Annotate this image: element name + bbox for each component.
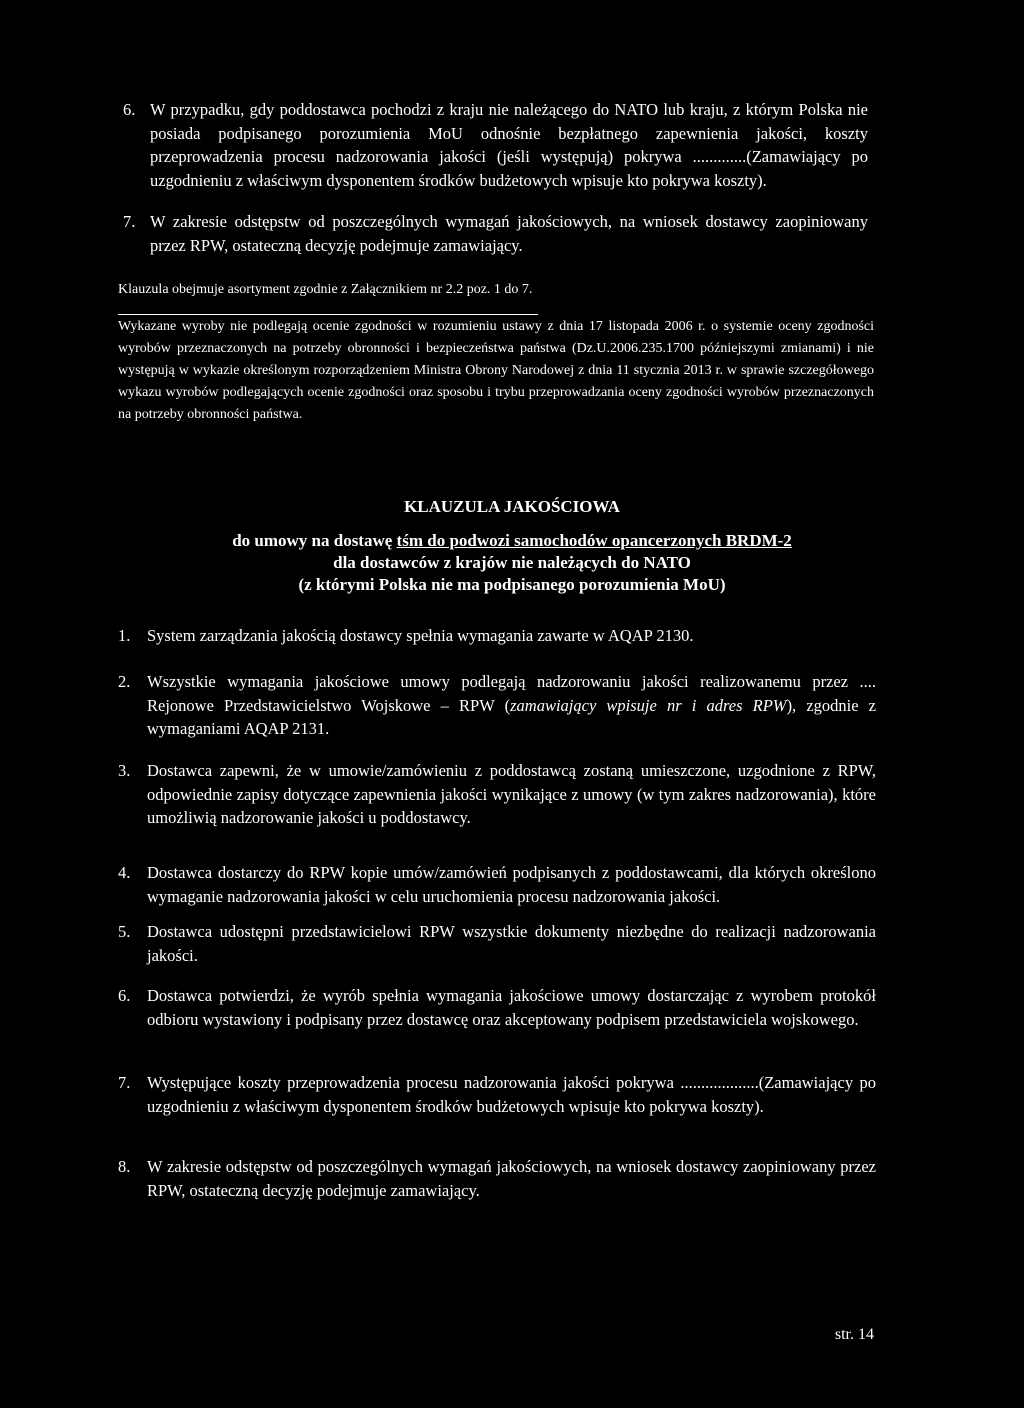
item-number: 7. <box>123 212 136 231</box>
clause-item-4 <box>118 861 876 908</box>
item-text: Dostawca zapewni, że w umowie/zamówieniu z poddostawcą zostaną umieszczone, uzgodnione z RPW, odpowiednie zapisy dotyczące zapewnienia jakości wynikające z umowy (w tym zakres nadzorowania), które umożliwią nadzorowanie jakości u poddostawcy. <box>147 761 876 827</box>
clause-item-5 <box>118 920 876 967</box>
clause-item-7 <box>118 1071 876 1118</box>
heading-line-1 <box>118 530 906 552</box>
top-item-6 <box>123 98 868 192</box>
heading-title: KLAUZULA JAKOŚCIOWA <box>404 497 620 516</box>
heading-line-1-subject: tśm do podwozi samochodów opancerzonych BRDM-2 <box>396 531 792 550</box>
item-number: 3. <box>118 761 131 780</box>
item-text-after: ), zgodnie z wymaganiami AQAP 2131. <box>147 695 876 738</box>
item-text: System zarządzania jakością dostawcy spełnia wymagania zawarte w AQAP 2130. <box>147 626 694 645</box>
item-text: W zakresie odstępstw od poszczególnych wymagań jakościowych, na wniosek dostawcy zaopiniowany przez RPW, ostateczną decyzję podejmuje zamawiający. <box>147 1157 876 1200</box>
clause-heading <box>118 496 906 596</box>
heading-line-2: dla dostawców z krajów nie należących do NATO <box>333 553 691 572</box>
heading-line-3: (z którymi Polska nie ma podpisanego porozumienia MoU) <box>298 575 726 594</box>
item-text: W zakresie odstępstw od poszczególnych wymagań jakościowych, na wniosek dostawcy zaopiniowany przez RPW, ostateczną decyzję podejmuje zamawiający. <box>150 212 868 255</box>
item-text: W przypadku, gdy poddostawca pochodzi z kraju nie należącego do NATO lub kraju, z którym Polska nie posiada podpisanego porozumienia MoU odnośnie bezpłatnego zapewnienia jakości, koszty przeprowadzenia procesu nadzorowania jakości (jeśli występują) pokrywa .............(Zamawiający po uzgodnieniu z właściwym dysponentem środków budżetowych wpisuje kto pokrywa koszty). <box>150 100 868 190</box>
page-number: str. 14 <box>834 1326 874 1343</box>
item-number: 5. <box>118 922 131 941</box>
clause-item-2 <box>118 670 876 741</box>
footnote-separator <box>118 314 538 315</box>
item-number: 6. <box>118 986 131 1005</box>
item-text-before: Wszystkie wymagania jakościowe umowy podlegają nadzorowaniu jakości realizowanemu przez .... Rejonowe Przedstawicielstwo Wojskowe – RPW ( <box>147 672 876 715</box>
footnote-text: Wykazane wyroby nie podlegają ocenie zgodności w rozumieniu ustawy z dnia 17 listopada 2006 r. o systemie oceny zgodności wyrobów przeznaczonych na potrzeby obronności i bezpieczeństwa państwa (Dz.U.2006.235.1700 późniejszymi zmianami) i nie występują w wykazie określonym rozporządzeniem Ministra Obrony Narodowej z dnia 11 stycznia 2013 r. w sprawie szczegółowego wykazu wyrobów podlegających ocenie zgodności oraz sposobu i trybu przeprowadzania oceny zgodności wyrobów przeznaczonych na potrzeby obronności państwa. <box>118 319 874 422</box>
item-number: 8. <box>118 1157 131 1176</box>
item-text-italic: zamawiający wpisuje nr i adres RPW <box>510 695 787 715</box>
item-text: Występujące koszty przeprowadzenia procesu nadzorowania jakości pokrywa ...................(Zamawiający po uzgodnieniu z właściwym dysponentem środków budżetowych wpisuje kto pokrywa koszty). <box>147 1073 876 1116</box>
clause-item-1 <box>118 624 876 648</box>
heading-line-1-prefix: do umowy na dostawę <box>232 531 397 550</box>
clause-item-3 <box>118 759 876 830</box>
item-text <box>147 670 876 741</box>
item-number: 7. <box>118 1073 131 1092</box>
clause-item-6 <box>118 984 876 1031</box>
item-number: 4. <box>118 863 131 882</box>
item-number: 6. <box>123 100 136 119</box>
top-item-7 <box>123 210 868 257</box>
item-text: Dostawca udostępni przedstawicielowi RPW wszystkie dokumenty niezbędne do realizacji nadzorowania jakości. <box>147 922 876 965</box>
item-text: Dostawca dostarczy do RPW kopie umów/zamówień podpisanych z poddostawcami, dla których określono wymaganie nadzorowania jakości w celu uruchomienia procesu nadzorowania jakości. <box>147 863 876 906</box>
clause-scope-note: Klauzula obejmuje asortyment zgodnie z Załącznikiem nr 2.2 poz. 1 do 7. <box>118 282 533 297</box>
clause-item-8 <box>118 1155 876 1202</box>
item-number: 2. <box>118 672 131 691</box>
item-number: 1. <box>118 626 131 645</box>
item-text: Dostawca potwierdzi, że wyrób spełnia wymagania jakościowe umowy dostarczając z wyrobem protokół odbioru wystawiony i podpisany przez dostawcę oraz akceptowany podpisem przedstawiciela wojskowego. <box>147 986 876 1029</box>
